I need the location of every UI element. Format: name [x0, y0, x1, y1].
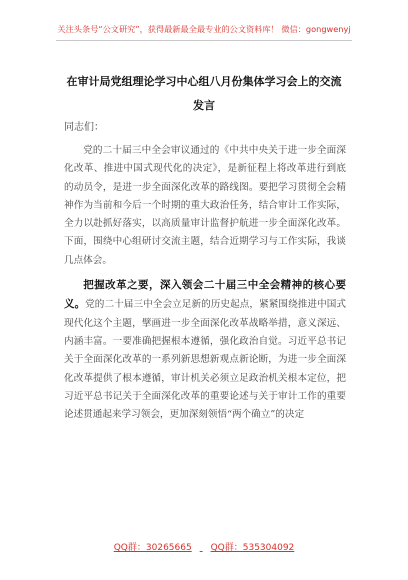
document-body	[64, 142, 346, 428]
salutation: 同志们：	[64, 122, 104, 133]
section-heading: 把握改革之要，深入领会二十届三中全会精神的核心要义。	[64, 279, 346, 311]
document-title	[52, 70, 356, 118]
contact-footer	[0, 540, 408, 553]
title-line-2: 发言	[193, 99, 215, 112]
section-text: 党的二十届三中全会立足新的历史起点，紧紧围绕推进中国式现代化这个主题，擘画进一步全面深化改革战略举措，意义深远、内涵丰富。一要准确把握根本遵循，强化政治自觉。习近平总书记关于全面深化改革的一系列新思想新观点新论断，为进一步全面深化改革提供了根本遵循，审计机关必须立足政治机关根本定位，把习近平总书记关于全面深化改革的重要论述与关于审计工作的重要论述贯通起来学习领会，更加深刻领悟“两个确立”的决定	[64, 299, 346, 421]
qq-group-2: QQ群：535304092	[210, 543, 295, 553]
promo-header: 关注头条号“公文研究”，获得最新最全最专业的公文资料库！ 微信：gongwenyj	[57, 24, 351, 34]
paragraph-intro: 党的二十届三中全会审议通过的《中共中央关于进一步全面深化改革、推进中国式现代化的决定》，是新征程上将改革进行到底的动员令，是进一步全面深化改革的路线图。要把学习贯彻全会精神作为当前和今后一个时期的重大政治任务，结合审计工作实际，全力以赴抓好落实，以高质量审计监督护航进一步全面深化改革。下面，围绕中心组研讨交流主题，结合近期学习与工作实际，我谈几点体会。	[64, 145, 346, 266]
title-line-1: 在审计局党组理论学习中心组八月份集体学习会上的交流	[66, 75, 342, 88]
header-divider	[56, 40, 352, 41]
paragraph-section-one	[64, 276, 346, 424]
qq-group-1: QQ群：30265665	[113, 543, 192, 553]
